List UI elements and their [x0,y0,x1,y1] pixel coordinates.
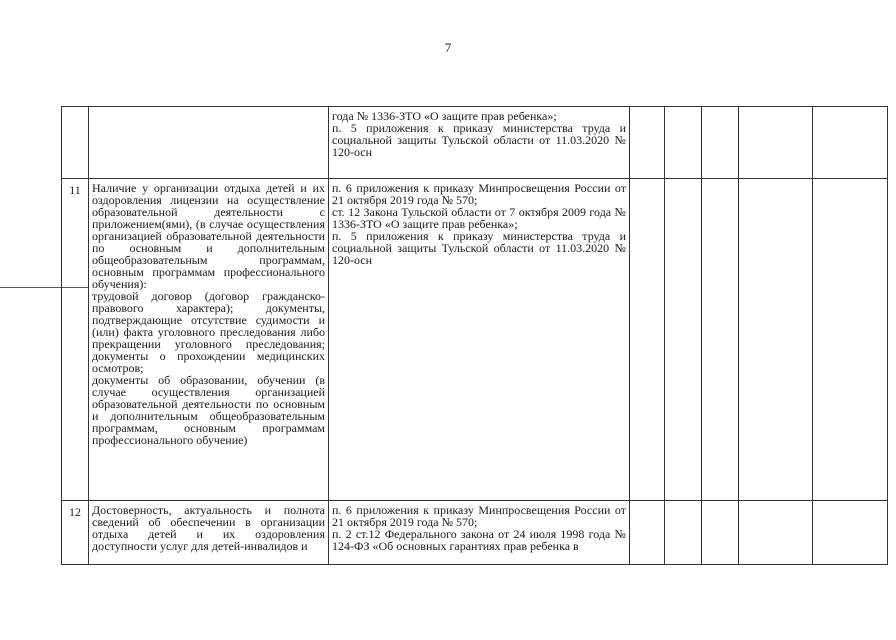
requirement-cell [89,107,329,179]
empty-cell [702,179,739,501]
requirement-cell: Наличие у организации отдыха детей и их оздоровления лицензии на осуществление образовательной деятельности с приложением(ями), (в случае осуществления организацией образовательной деятельности по основным и дополнительным общеобразовательным программам, основным программам профессионального обучения): трудовой договор (договор гражданско-правового характера); документы, подтверждающие отсутствие судимости и (или) факта уголовного преследования либо прекращении уголовного преследования; документы о прохождении медицинских осмотров; документы об образовании, обучении (в случае осуществления организацией образовательной деятельности по основным и дополнительным общеобразовательным программам, основным программам профессионального обучение) [89,179,329,501]
empty-cell [813,107,888,179]
empty-cell [739,107,813,179]
legal-basis-cell: года № 1336-ЗТО «О защите прав ребенка»; п. 5 приложения к приказу министерства труда и социальной защиты Тульской области от 11.03.2020 № 120-осн [329,107,630,179]
row-number: 11 [62,179,89,501]
row-number: 12 [62,501,89,565]
legal-basis-cell: п. 6 приложения к приказу Минпросвещения России от 21 октября 2019 года № 570; ст. 12 Закона Тульской области от 7 октября 2009 года № 1336-ЗТО «О защите прав ребенка»; п. 5 приложения к приказу министерства труда и социальной защиты Тульской области от 11.03.2020 № 120-осн [329,179,630,501]
empty-cell [665,107,702,179]
empty-cell [739,501,813,565]
empty-cell [702,501,739,565]
empty-cell [813,501,888,565]
table-row [62,179,888,501]
legal-basis-cell: п. 6 приложения к приказу Минпросвещения России от 21 октября 2019 года № 570; п. 2 ст.12 Федерального закона от 24 июля 1998 года № 124-ФЗ «Об основных гарантиях прав ребенка в [329,501,630,565]
empty-cell [739,179,813,501]
empty-cell [813,179,888,501]
empty-cell [665,501,702,565]
empty-cell [702,107,739,179]
requirements-table [61,106,888,565]
table-row [62,107,888,179]
page-number: 7 [444,40,452,55]
row-number [62,107,89,179]
empty-cell [630,107,665,179]
table-row [62,501,888,565]
requirement-cell: Достоверность, актуальность и полнота сведений об обеспечении в организации отдыха детей и их оздоровления доступности услуг для детей-инвалидов и [89,501,329,565]
empty-cell [630,179,665,501]
empty-cell [630,501,665,565]
empty-cell [665,179,702,501]
